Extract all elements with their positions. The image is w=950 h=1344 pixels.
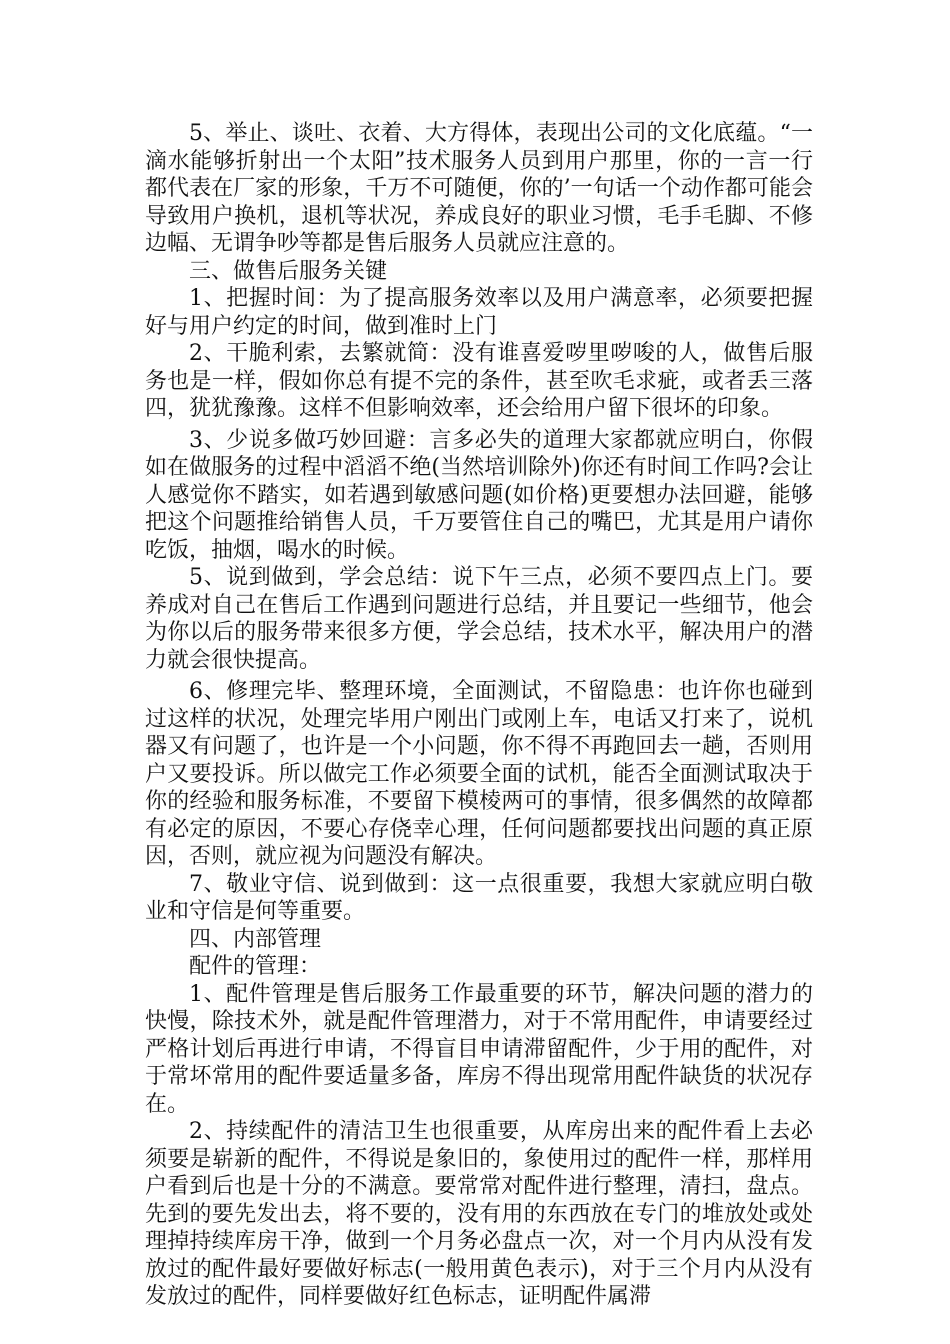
paragraph-say-less: 3、少说多做巧妙回避：言多必失的道理大家都就应明白，你假如在做服务的过程中滔滔不绝(当然培训除外)你还有时间工作吗?会让人感觉你不踏实，如若遇到敏感问题(如价格)更要想办法回避，能够把这个问题推给销售人员，千万要管住自己的嘴巴，尤其是用户请你吃饭，抽烟，喝水的时候。 [145, 427, 813, 563]
paragraph-summary: 5、说到做到，学会总结：说下午三点，必须不要四点上门。要养成对自己在售后工作遇到问题进行总结，并且要记一些细节，他会为你以后的服务带来很多方便，学会总结，技术水平，解决用户的潜力就会很快提高。 [145, 565, 813, 673]
paragraph-efficiency: 2、干脆利索，去繁就简：没有谁喜爱哕里哕唆的人，做售后服务也是一样，假如你总有提不完的条件，甚至吹毛求疵，或者丢三落四，犹犹豫豫。这样不但影响效率，还会给用户留下很坏的印象。 [145, 341, 813, 421]
paragraph-parts-1: 1、配件管理是售后服务工作最重要的环节，解决问题的潜力的快慢，除技术外，就是配件管理潜力，对于不常用配件，申请要经过严格计划后再进行申请，不得盲目申请滞留配件，少于用的配件，对于常坏常用的配件要适量多备，库房不得出现常用配件缺货的状况存在。 [145, 981, 813, 1117]
paragraph-parts-2: 2、持续配件的清洁卫生也很重要，从库房出来的配件看上去必须要是崭新的配件，不得说是象旧的，象使用过的配件一样，那样用户看到后也是十分的不满意。要常常对配件进行整理，清扫，盘点。先到的要先发出去，将不要的，没有用的东西放在专门的堆放处或处理掉持续库房干净，做到一个月务必盘点一次，对一个月内从没有发放过的配件最好要做好标志(一般用黄色表示)，对于三个月内从没有发放过的配件，同样要做好红色标志，证明配件属滞 [145, 1119, 813, 1309]
heading-internal-management: 四、内部管理 [189, 926, 322, 952]
paragraph-conduct: 5、举止、谈吐、衣着、大方得体，表现出公司的文化底蕴。“一滴水能够折射出一个太阳”技术服务人员到用户那里，你的一言一行都代表在厂家的形象，千万不可随便，你的’一句话一个动作都可能会导致用户换机，退机等状况，养成良好的职业习惯，毛手毛脚、不修边幅、无谓争吵等都是售后服务人员就应注意的。 [145, 121, 813, 256]
heading-after-sales-keys: 三、做售后服务关键 [189, 258, 388, 284]
paragraph-time: 1、把握时间：为了提高服务效率以及用户满意率，必须要把握好与用户约定的时间，做到准时上门 [145, 286, 813, 339]
paragraph-dedication: 7、敬业守信、说到做到：这一点很重要，我想大家就应明白敬业和守信是何等重要。 [145, 871, 813, 924]
subheading-parts-management: 配件的管理： [189, 954, 322, 979]
paragraph-testing: 6、修理完毕、整理环境，全面测试，不留隐患：也许你也碰到过这样的状况，处理完毕用户刚出门或刚上车，电话又打来了，说机器又有问题了，也许是一个小问题，你不得不再跑回去一趟，否则用户又要投诉。所以做完工作必须要全面的试机，能否全面测试取决于你的经验和服务标准，不要留下模棱两可的事情，很多偶然的故障都有必定的原因，不要心存侥幸心理，任何问题都要找出问题的真正原因，否则，就应视为问题没有解决。 [145, 679, 813, 869]
document-body [145, 120, 813, 1311]
